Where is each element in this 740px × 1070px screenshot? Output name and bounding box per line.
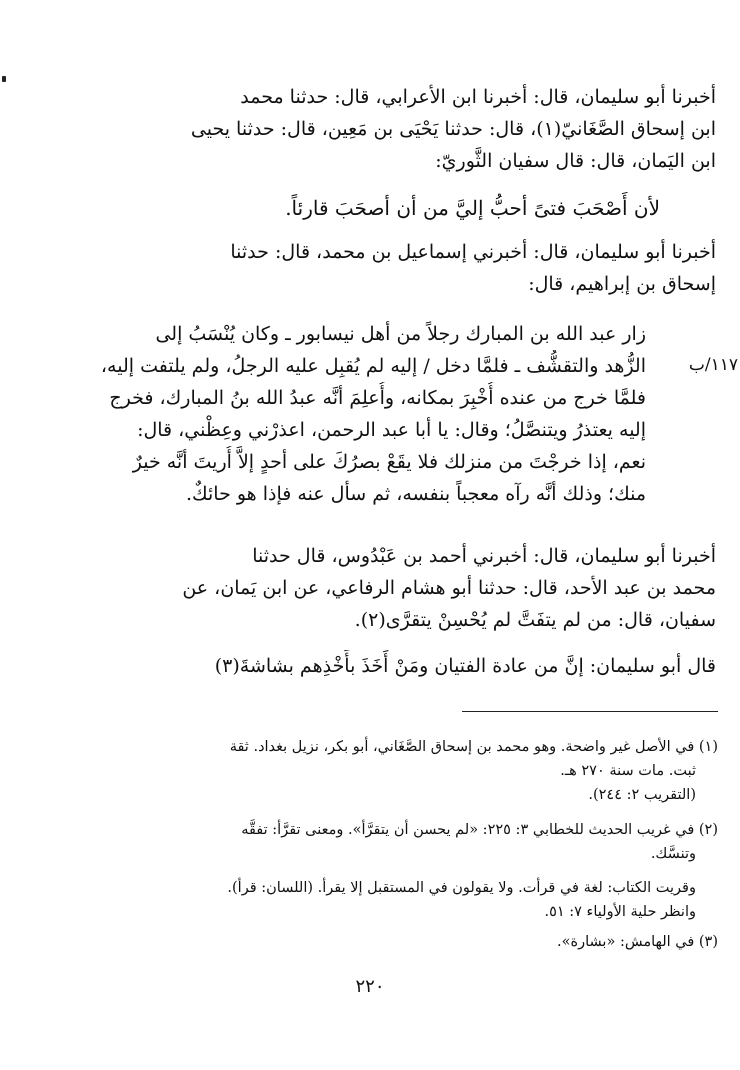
text-line: نعم، إذا خرجْتَ من منزلك فلا يقَعْ بصرُكَ على أحدٍ إلاَّ أُريتَ أنَّه خيرٌ (132, 451, 646, 473)
footnote-2 (78, 818, 718, 866)
footnote-line: (١) في الأصل غير واضحة. وهو محمد بن إسحاق الصَّغَاني، أبو بكر، نزيل بغداد. ثقة (229, 739, 718, 755)
footnote-line: وانظر حلية الأولياء ٧: ٥١. (544, 904, 696, 920)
text-line: محمد بن عبد الأحد، قال: حدثنا أبو هشام الرفاعي، عن ابن يَمان، عن (182, 577, 716, 599)
footnote-line: (٢) في غريب الحديث للخطابي ٣: ٢٢٥: «لم يحسن أن يتقرَّأ». ومعنى تقرَّأ: تفقَّه (241, 822, 718, 838)
footnote-line: (التقريب ٢: ٢٤٤). (588, 787, 696, 803)
footnote-separator (462, 711, 718, 712)
page-number: ٢٢٠ (355, 976, 385, 997)
paragraph-1 (80, 81, 716, 177)
text-line: قال أبو سليمان: إنَّ من عادة الفتيان ومَنْ أَخَذَ بأَخْذِهم بشاشةَ(٣) (214, 655, 716, 677)
footnote-2-continued (78, 876, 718, 924)
paragraph-3 (80, 236, 716, 300)
footnote-line: ثبت. مات سنة ٢٧٠ هـ. (560, 763, 696, 779)
text-line: أخبرنا أبو سليمان، قال: أخبرني أحمد بن عَبْدُوس، قال حدثنا (252, 545, 716, 567)
paragraph-5 (80, 540, 716, 636)
footnote-line: (٣) في الهامش: «بشارة». (557, 934, 718, 950)
quoted-saying (80, 192, 660, 224)
text-line: فلمَّا خرج من عنده أُخْبِرَ بمكانه، وأُعلِمَ أنَّه عبدُ الله بنُ المبارك، فخرج (109, 387, 646, 409)
text-line: أخبرنا أبو سليمان، قال: أخبرنا ابن الأعرابي، قال: حدثنا محمد (240, 86, 716, 108)
footnote-line: وتنسَّك. (650, 846, 696, 862)
footnote-line: وقريت الكتاب: لغة في قرأت. ولا يقولون في المستقبل إلا يقرأ. (اللسان: قرأ). (227, 880, 696, 896)
paragraph-6 (80, 650, 716, 682)
footnote-1 (78, 735, 718, 807)
text-line: ابن إسحاق الصَّغَانيّ(١)، قال: حدثنا يَحْيَى بن مَعِين، قال: حدثنا يحيى (190, 118, 716, 140)
text-line: الزُّهد والتقشُّف ـ فلمَّا دخل / إليه لم يُقبِل عليه الرجلُ، ولم يلتفت إليه، (100, 355, 646, 377)
text-line: أخبرنا أبو سليمان، قال: أخبرني إسماعيل بن محمد، قال: حدثنا (230, 241, 716, 263)
text-line: إليه يعتذرُ ويتنصَّلُ؛ وقال: يا أبا عبد الرحمن، اعذرْني وعِظْني، قال: (137, 419, 646, 441)
text-line: منك؛ وذلك أنَّه رآه معجباً بنفسه، ثم سأل عنه فإذا هو حائكٌ. (185, 483, 646, 505)
paragraph-4 (80, 318, 646, 510)
text-line: ابن اليَمان، قال: قال سفيان الثَّوريّ: (435, 150, 716, 172)
manuscript-folio-marker: ١١٧/ب (688, 355, 738, 375)
text-line: زار عبد الله بن المبارك رجلاً من أهل نيسابور ـ وكان يُنْسَبُ إلى (155, 323, 646, 345)
text-line: إسحاق بن إبراهيم، قال: (528, 273, 716, 295)
footnote-3 (78, 930, 718, 954)
scan-edge-mark (2, 76, 6, 82)
text-line: سفيان، قال: من لم يتفَتَّ لم يُحْسِنْ يتقرَّى(٢). (354, 609, 716, 631)
text-line: لأن أَصْحَبَ فتىً أحبُّ إليَّ من أن أصحَبَ قارئاً. (285, 196, 660, 220)
